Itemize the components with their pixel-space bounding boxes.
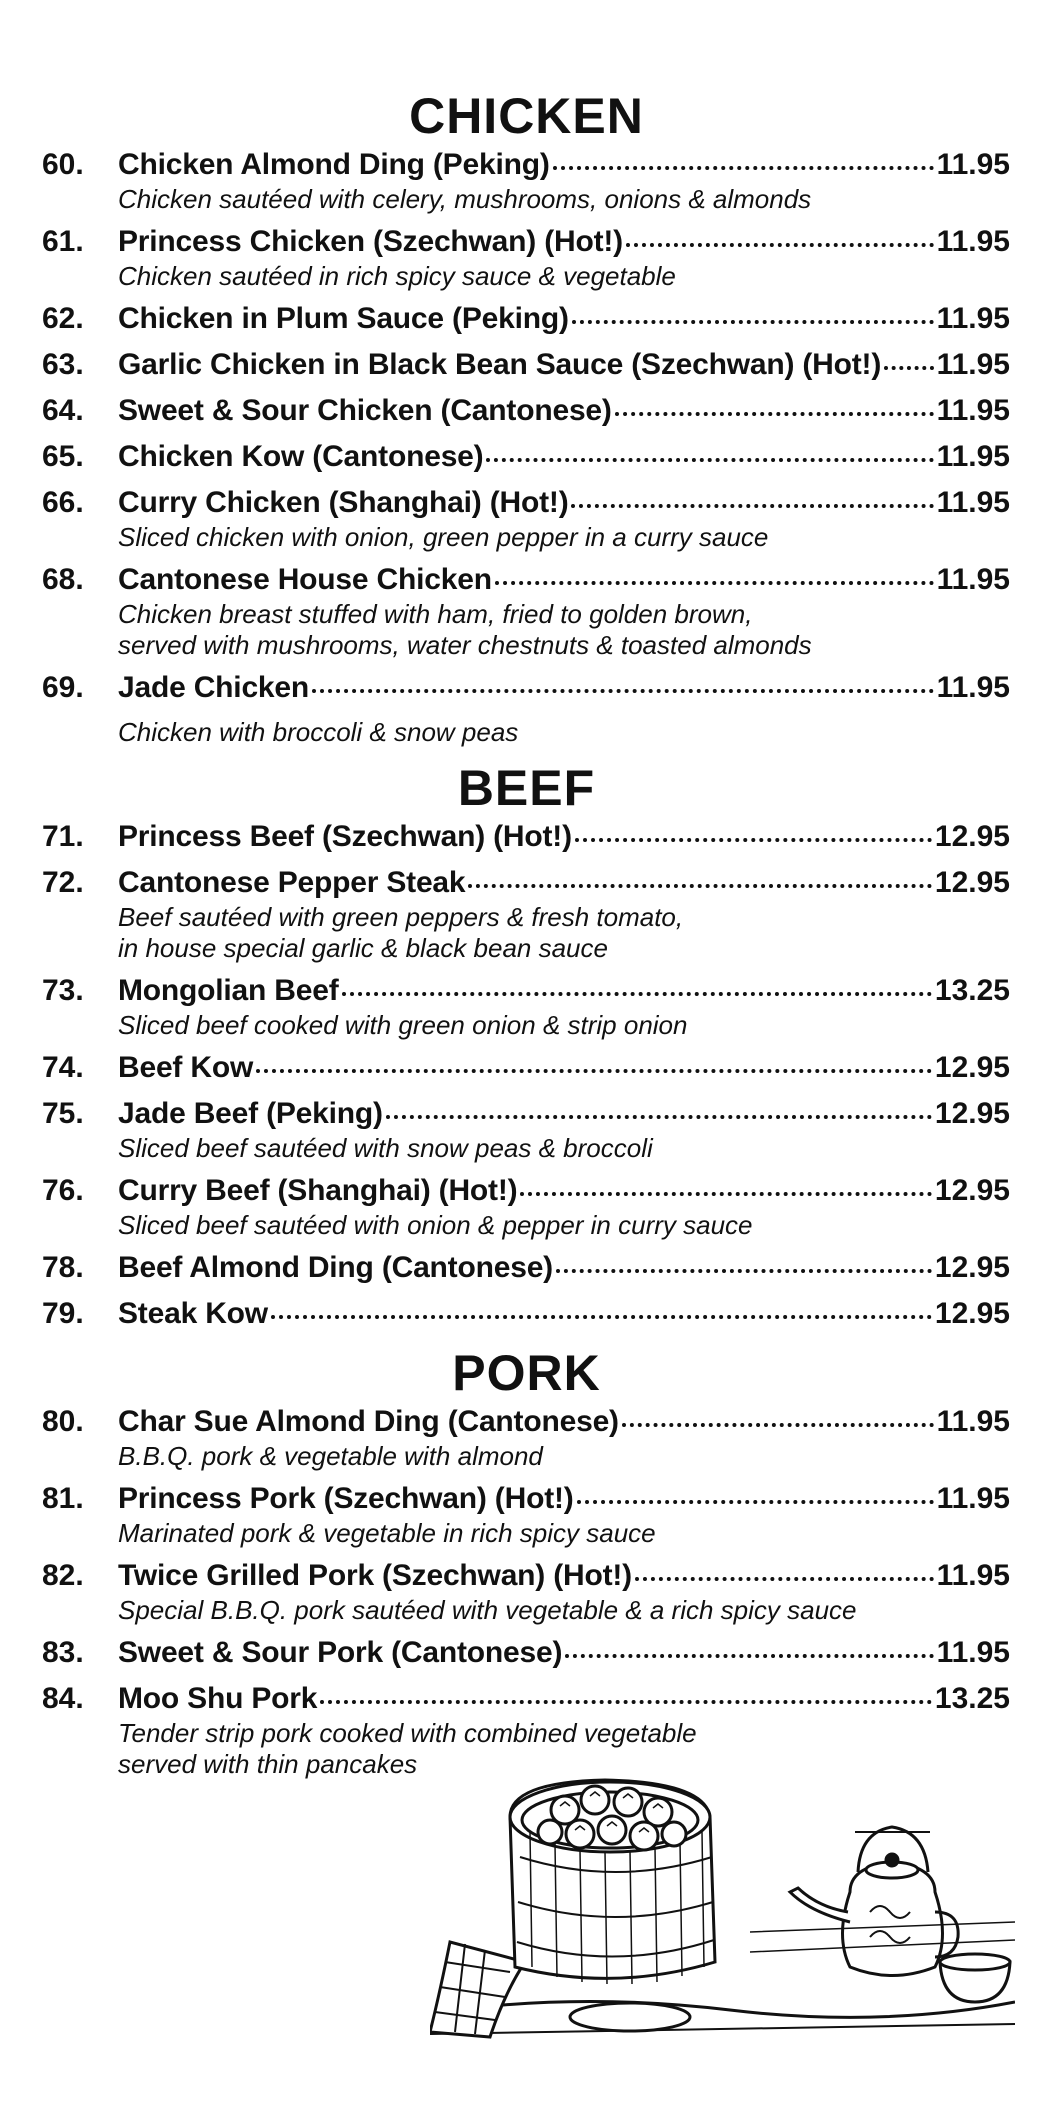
item-name: Beef Kow: [118, 1051, 254, 1084]
item-number: 71.: [42, 820, 84, 853]
item-price: 12.95: [934, 1097, 1010, 1130]
item-number: 65.: [42, 440, 84, 473]
menu-item-list: [42, 816, 1010, 1333]
menu-item: [42, 816, 1010, 856]
menu-item: [42, 144, 1010, 215]
menu-item: [42, 221, 1010, 292]
dot-leader: [635, 1555, 934, 1585]
item-number: 83.: [42, 1636, 84, 1669]
menu-item: [42, 1293, 1010, 1333]
item-description: Chicken with broccoli & snow peas: [118, 717, 519, 747]
dot-leader: [577, 1478, 934, 1508]
dot-leader: [884, 344, 933, 374]
item-description: Marinated pork & vegetable in rich spicy sauce: [118, 1518, 656, 1548]
section-beef: [0, 760, 1053, 1333]
dot-leader: [553, 144, 934, 174]
item-number: 84.: [42, 1682, 84, 1715]
item-number: 82.: [42, 1559, 84, 1592]
menu-item: [42, 390, 1010, 430]
item-name: Curry Chicken (Shanghai) (Hot!): [118, 486, 569, 519]
item-description: Special B.B.Q. pork sautéed with vegetable & a rich spicy sauce: [118, 1595, 857, 1625]
item-name: Jade Chicken: [118, 671, 310, 704]
dot-leader: [468, 862, 932, 892]
dot-leader: [565, 1632, 933, 1662]
item-price: 11.95: [936, 440, 1010, 473]
menu-item: [42, 667, 1010, 748]
item-number: 81.: [42, 1482, 84, 1515]
item-number: 61.: [42, 225, 84, 258]
dot-leader: [615, 390, 934, 420]
dot-leader: [572, 298, 934, 328]
menu-item: [42, 1047, 1010, 1087]
dot-leader: [495, 559, 934, 589]
item-name: Char Sue Almond Ding (Cantonese): [118, 1405, 619, 1438]
dot-leader: [256, 1047, 932, 1077]
item-price: 11.95: [936, 225, 1010, 258]
item-number: 74.: [42, 1051, 84, 1084]
item-number: 62.: [42, 302, 84, 335]
item-number: 66.: [42, 486, 84, 519]
menu-item: [42, 1247, 1010, 1287]
item-description: Sliced chicken with onion, green pepper in a curry sauce: [118, 522, 769, 552]
item-description: Sliced beef sautéed with onion & pepper in curry sauce: [118, 1210, 753, 1240]
item-name: Chicken Kow (Cantonese): [118, 440, 484, 473]
menu-item: [42, 1170, 1010, 1241]
item-price: 13.25: [934, 974, 1010, 1007]
item-name: Beef Almond Ding (Cantonese): [118, 1251, 553, 1284]
item-description: Tender strip pork cooked with combined vegetable: [118, 1718, 697, 1748]
item-price: 11.95: [936, 302, 1010, 335]
item-price: 11.95: [936, 1482, 1010, 1515]
item-description: Chicken breast stuffed with ham, fried to golden brown,: [118, 599, 753, 629]
item-price: 11.95: [936, 1405, 1010, 1438]
menu-item-list: [42, 144, 1010, 748]
item-number: 68.: [42, 563, 84, 596]
item-number: 76.: [42, 1174, 84, 1207]
dot-leader: [271, 1293, 932, 1323]
item-price: 11.95: [936, 394, 1010, 427]
item-description: served with mushrooms, water chestnuts & toasted almonds: [118, 630, 812, 660]
menu-item: [42, 1632, 1010, 1672]
item-name: Cantonese Pepper Steak: [118, 866, 466, 899]
item-price: 12.95: [934, 1297, 1010, 1330]
item-name: Jade Beef (Peking): [118, 1097, 383, 1130]
item-description: Sliced beef cooked with green onion & strip onion: [118, 1010, 688, 1040]
item-description: Chicken sautéed with celery, mushrooms, onions & almonds: [118, 184, 812, 214]
dot-leader: [556, 1247, 932, 1277]
dot-leader: [571, 482, 933, 512]
item-description: in house special garlic & black bean sauce: [118, 933, 608, 963]
section-pork: [0, 1345, 1053, 1780]
item-price: 11.95: [936, 486, 1010, 519]
item-price: 12.95: [934, 1174, 1010, 1207]
dot-leader: [320, 1678, 932, 1708]
item-name: Chicken in Plum Sauce (Peking): [118, 302, 569, 335]
item-name: Curry Beef (Shanghai) (Hot!): [118, 1174, 518, 1207]
item-name: Sweet & Sour Pork (Cantonese): [118, 1636, 563, 1669]
menu-item: [42, 970, 1010, 1041]
item-price: 11.95: [936, 1636, 1010, 1669]
item-number: 64.: [42, 394, 84, 427]
item-price: 11.95: [936, 148, 1010, 181]
item-number: 73.: [42, 974, 84, 1007]
menu-item: [42, 559, 1010, 661]
item-description: served with thin pancakes: [118, 1749, 418, 1779]
item-name: Princess Chicken (Szechwan) (Hot!): [118, 225, 623, 258]
item-number: 78.: [42, 1251, 84, 1284]
item-name: Mongolian Beef: [118, 974, 339, 1007]
menu-item: [42, 1093, 1010, 1164]
item-name: Sweet & Sour Chicken (Cantonese): [118, 394, 612, 427]
dot-leader: [386, 1093, 932, 1123]
section-chicken: [0, 88, 1053, 748]
menu-item: [42, 1478, 1010, 1549]
item-price: 11.95: [936, 671, 1010, 704]
item-number: 69.: [42, 671, 84, 704]
item-description: Sliced beef sautéed with snow peas & broccoli: [118, 1133, 653, 1163]
item-price: 11.95: [936, 563, 1010, 596]
item-price: 12.95: [934, 820, 1010, 853]
item-name: Cantonese House Chicken: [118, 563, 492, 596]
item-number: 75.: [42, 1097, 84, 1130]
item-name: Steak Kow: [118, 1297, 268, 1330]
item-name: Chicken Almond Ding (Peking): [118, 148, 550, 181]
item-name: Twice Grilled Pork (Szechwan) (Hot!): [118, 1559, 632, 1592]
item-name: Princess Beef (Szechwan) (Hot!): [118, 820, 572, 853]
item-price: 12.95: [934, 1051, 1010, 1084]
menu-item-list: [42, 1401, 1010, 1780]
item-price: 12.95: [934, 1251, 1010, 1284]
menu-item: [42, 298, 1010, 338]
menu-item: [42, 436, 1010, 476]
item-number: 72.: [42, 866, 84, 899]
dot-leader: [575, 816, 932, 846]
item-price: 11.95: [936, 1559, 1010, 1592]
dot-leader: [486, 436, 933, 466]
item-description: B.B.Q. pork & vegetable with almond: [118, 1441, 543, 1471]
menu-item: [42, 344, 1010, 384]
menu-item: [42, 862, 1010, 964]
dot-leader: [520, 1170, 932, 1200]
item-price: 11.95: [936, 348, 1010, 381]
dot-leader: [626, 221, 934, 251]
dim-sum-steamer-and-teapot-illustration: [430, 1762, 1015, 2042]
item-name: Garlic Chicken in Black Bean Sauce (Szechwan) (Hot!): [118, 348, 882, 381]
item-description: Chicken sautéed in rich spicy sauce & vegetable: [118, 261, 676, 291]
dot-leader: [342, 970, 932, 1000]
menu-item: [42, 1401, 1010, 1472]
item-number: 79.: [42, 1297, 84, 1330]
item-name: Princess Pork (Szechwan) (Hot!): [118, 1482, 574, 1515]
item-price: 13.25: [934, 1682, 1010, 1715]
dot-leader: [622, 1401, 934, 1431]
item-number: 80.: [42, 1405, 84, 1438]
menu-item: [42, 1555, 1010, 1626]
section-title: PORK: [452, 1345, 601, 1401]
item-description: Beef sautéed with green peppers & fresh tomato,: [118, 902, 684, 932]
item-number: 60.: [42, 148, 84, 181]
item-name: Moo Shu Pork: [118, 1682, 318, 1715]
item-number: 63.: [42, 348, 84, 381]
item-price: 12.95: [934, 866, 1010, 899]
section-title: BEEF: [457, 760, 596, 816]
dot-leader: [312, 667, 934, 697]
menu-item: [42, 482, 1010, 553]
section-title: CHICKEN: [409, 88, 644, 144]
